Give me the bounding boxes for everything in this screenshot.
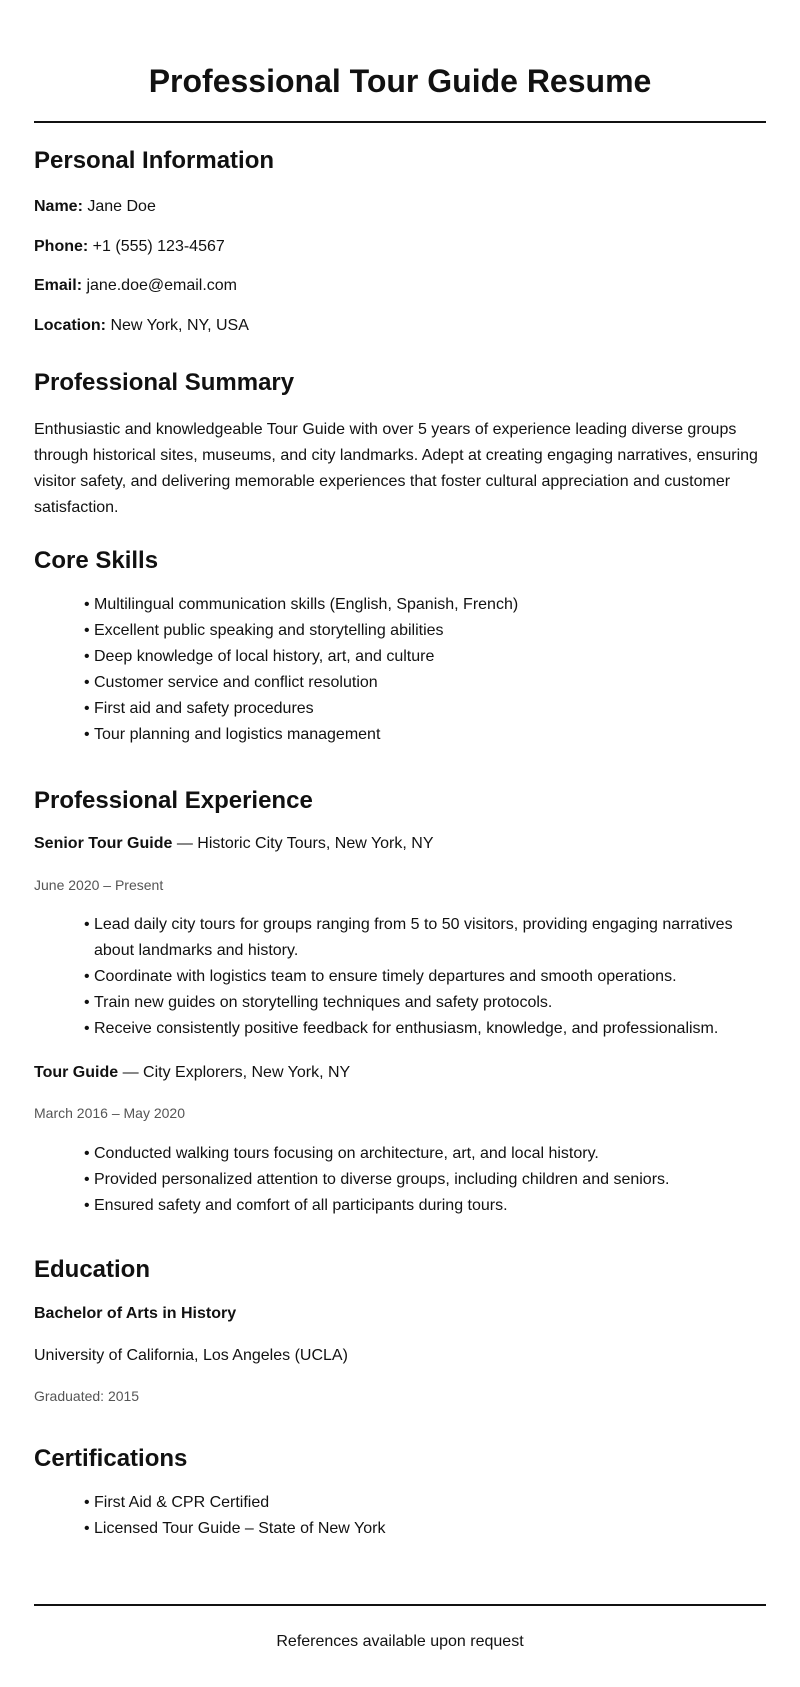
phone-label: Phone: xyxy=(34,238,89,255)
job-duty-item: • Lead daily city tours for groups ranging from 5 to 50 visitors, providing engaging narratives about landmarks and history. xyxy=(84,912,764,964)
job-duty-item: • Train new guides on storytelling techniques and safety protocols. xyxy=(84,990,764,1016)
certification-item: • Licensed Tour Guide – State of New York xyxy=(84,1516,764,1542)
school: University of California, Los Angeles (UCLA) xyxy=(34,1347,348,1364)
job-dates: June 2020 – Present xyxy=(34,877,164,893)
email-value: jane.doe@email.com xyxy=(86,277,238,294)
job-duty-item: • Conducted walking tours focusing on architecture, art, and local history. xyxy=(84,1141,764,1167)
job-duties-list xyxy=(84,912,764,1042)
skill-item: • Multilingual communication skills (English, Spanish, French) xyxy=(84,592,764,618)
summary-heading: Professional Summary xyxy=(34,369,295,396)
skill-item: • Excellent public speaking and storytelling abilities xyxy=(84,618,764,644)
references-note: References available upon request xyxy=(276,1633,524,1650)
graduation-date: Graduated: 2015 xyxy=(34,1388,140,1404)
name-value: Jane Doe xyxy=(87,198,156,215)
header-divider xyxy=(34,121,766,123)
job-duty-item: • Provided personalized attention to diverse groups, including children and seniors. xyxy=(84,1167,764,1193)
name-label: Name: xyxy=(34,198,83,215)
job-dates: March 2016 – May 2020 xyxy=(34,1105,185,1121)
skill-item: • First aid and safety procedures xyxy=(84,696,764,722)
location-value: New York, NY, USA xyxy=(110,317,249,334)
email-line xyxy=(34,276,237,296)
phone-line xyxy=(34,237,225,257)
job-title-line xyxy=(34,834,433,854)
summary-text: Enthusiastic and knowledgeable Tour Guide with over 5 years of experience leading diverse groups through historical sites, museums, and city landmarks. Adept at creating engaging narratives, ensuring visitor safety, and delivering memorable experiences that foster cultural appreciation and customer satisfaction. xyxy=(34,421,758,516)
email-label: Email: xyxy=(34,277,83,294)
skill-item: • Customer service and conflict resolution xyxy=(84,670,764,696)
location-label: Location: xyxy=(34,317,106,334)
degree: Bachelor of Arts in History xyxy=(34,1305,237,1322)
skills-heading: Core Skills xyxy=(34,547,159,574)
page-title: Professional Tour Guide Resume xyxy=(148,63,652,99)
personal-info-heading: Personal Information xyxy=(34,147,275,174)
job-employer: — City Explorers, New York, NY xyxy=(118,1064,351,1081)
job-duty-item: • Ensured safety and comfort of all participants during tours. xyxy=(84,1193,764,1219)
location-line xyxy=(34,316,249,336)
job-duty-item: • Receive consistently positive feedback for enthusiasm, knowledge, and professionalism. xyxy=(84,1016,764,1042)
job-duties-list xyxy=(84,1141,764,1219)
skill-item: • Deep knowledge of local history, art, and culture xyxy=(84,644,764,670)
job-duty-item: • Coordinate with logistics team to ensure timely departures and smooth operations. xyxy=(84,964,764,990)
job-title-line xyxy=(34,1063,350,1083)
skill-item: • Tour planning and logistics management xyxy=(84,722,764,748)
education-heading: Education xyxy=(34,1256,151,1283)
certification-item: • First Aid & CPR Certified xyxy=(84,1490,764,1516)
name-line xyxy=(34,197,156,217)
phone-value: +1 (555) 123-4567 xyxy=(92,238,225,255)
job-title: Senior Tour Guide xyxy=(34,835,173,852)
skills-list xyxy=(84,592,764,748)
footer-divider xyxy=(34,1604,766,1606)
job-title: Tour Guide xyxy=(34,1064,119,1081)
certifications-list xyxy=(84,1490,764,1542)
job-employer: — Historic City Tours, New York, NY xyxy=(172,835,434,852)
certifications-heading: Certifications xyxy=(34,1445,188,1472)
experience-heading: Professional Experience xyxy=(34,787,313,814)
